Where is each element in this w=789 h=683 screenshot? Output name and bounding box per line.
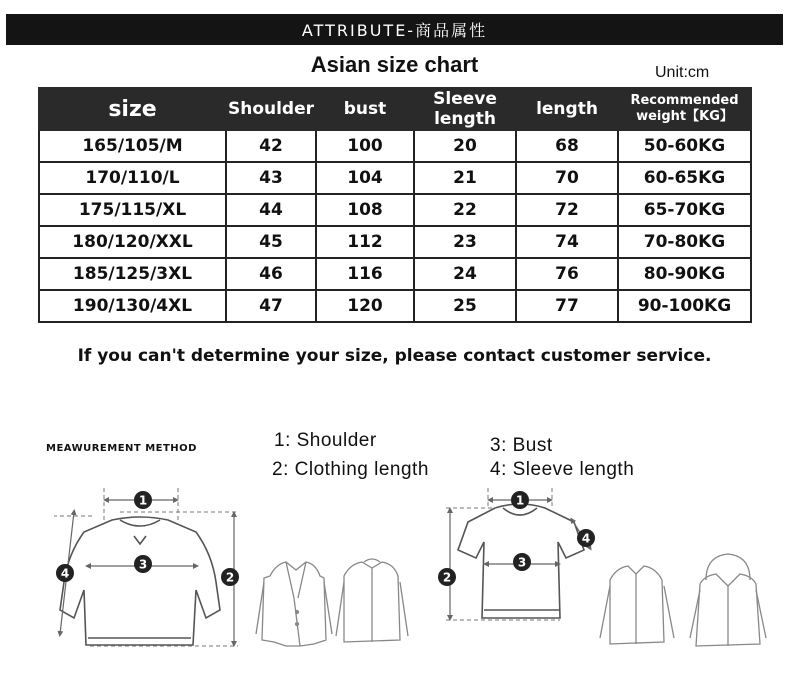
marker-3-label: 3 [138,557,148,572]
marker-1-icon [134,491,152,509]
marker-4-label: 4 [60,566,70,581]
cell-sleeve-length: 24 [414,258,516,290]
cell-length: 76 [516,258,618,290]
tshirt-marker-1-icon [511,491,529,509]
legend-bust: 3: Bust [490,435,553,456]
cell-size: 180/120/XXL [39,226,226,258]
jacket-icon [336,559,408,642]
cell-bust: 100 [316,130,414,162]
table-row [39,290,751,322]
tshirt-marker-2-icon [438,568,456,586]
size-table [38,87,752,323]
tshirt-marker-4-icon [577,529,595,547]
cell-length: 74 [516,226,618,258]
cell-shoulder: 42 [226,130,316,162]
cell-weight: 80-90KG [618,258,751,290]
cell-bust: 108 [316,194,414,226]
cell-size: 185/125/3XL [39,258,226,290]
marker-2-icon [221,568,239,586]
table-header-row [39,88,751,130]
tshirt-marker-2-label: 2 [442,570,452,585]
marker-1-label: 1 [138,493,148,508]
cell-weight: 60-65KG [618,162,751,194]
cell-length: 77 [516,290,618,322]
cell-sleeve-length: 20 [414,130,516,162]
table-row [39,130,751,162]
table-row [39,162,751,194]
header-shoulder: Shoulder [226,88,316,130]
legend-clothing-length: 2: Clothing length [272,459,429,480]
sweatshirt-figure [60,517,220,645]
marker-4-icon [56,564,74,582]
tshirt-marker-3-icon [513,553,531,571]
cell-weight: 50-60KG [618,130,751,162]
attribute-banner [6,14,783,45]
tshirt-marker-4-label: 4 [581,531,591,546]
cell-bust: 112 [316,226,414,258]
cell-size: 190/130/4XL [39,290,226,322]
tshirt-marker-3-label: 3 [517,555,527,570]
cell-sleeve-length: 23 [414,226,516,258]
header-length: length [516,88,618,130]
cell-shoulder: 45 [226,226,316,258]
contact-note: If you can't determine your size, please contact customer service. [77,346,712,366]
banner-title: ATTRIBUTE-商品属性 [301,21,488,40]
cell-shoulder: 43 [226,162,316,194]
tshirt-marker-1-label: 1 [515,493,525,508]
table-row [39,258,751,290]
cell-weight: 90-100KG [618,290,751,322]
cell-weight: 70-80KG [618,226,751,258]
header-bust: bust [316,88,414,130]
cell-bust: 116 [316,258,414,290]
chart-title: Asian size chart [310,52,479,77]
shirt-icon [600,566,674,644]
legend-sleeve-length: 4: Sleeve length [490,459,635,480]
unit-label: Unit:cm [655,64,710,81]
cell-sleeve-length: 21 [414,162,516,194]
cell-shoulder: 44 [226,194,316,226]
cell-length: 68 [516,130,618,162]
table-row [39,226,751,258]
header-size: size [39,88,226,130]
hoodie-icon [690,554,766,646]
header-sleeve-length: Sleeve length [414,88,516,130]
legend-shoulder: 1: Shoulder [274,430,377,451]
header-recommended-weight: Recommended weight【KG】 [618,88,751,130]
marker-2-label: 2 [225,570,235,585]
cell-sleeve-length: 25 [414,290,516,322]
cell-shoulder: 46 [226,258,316,290]
cell-sleeve-length: 22 [414,194,516,226]
measurement-figures [0,470,789,683]
table-row [39,194,751,226]
cell-size: 175/115/XL [39,194,226,226]
cell-shoulder: 47 [226,290,316,322]
cell-size: 170/110/L [39,162,226,194]
cell-length: 70 [516,162,618,194]
marker-3-icon [134,555,152,573]
cell-bust: 104 [316,162,414,194]
cell-bust: 120 [316,290,414,322]
cell-length: 72 [516,194,618,226]
cell-weight: 65-70KG [618,194,751,226]
measurement-method-label: MEAWUREMENT METHOD [46,443,197,454]
blazer-icon [256,562,332,646]
cell-size: 165/105/M [39,130,226,162]
